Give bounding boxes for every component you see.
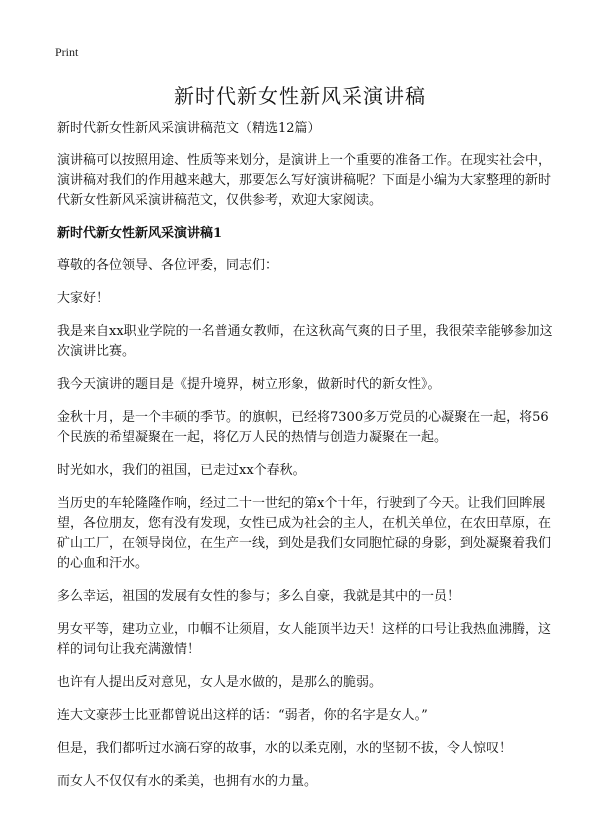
document-body xyxy=(57,119,557,805)
paragraph: 当历史的车轮隆隆作响，经过二十一世纪的第x个十年，行驶到了今天。让我们回眸展望，各位朋友，您有没有发现，女性已成为社会的主人，在机关单位，在农田草原，在矿山工厂，在领导岗位，在生产一线，到处是我们女同胞忙碌的身影，到处凝聚着我们的心血和汗水。 xyxy=(57,496,552,571)
print-link[interactable]: Print xyxy=(55,45,79,59)
paragraph: 男女平等，建功立业，巾帼不让须眉，女人能顶半边天！这样的口号让我热血沸腾，这样的词句让我充满激情！ xyxy=(57,622,552,657)
paragraph: 金秋十月，是一个丰硕的季节。的旗帜，已经将7300多万党员的心凝聚在一起，将56个民族的希望凝聚在一起，将亿万人民的热情与创造力凝聚在一起。 xyxy=(57,410,549,445)
intro-paragraph: 演讲稿可以按照用途、性质等来划分，是演讲上一个重要的准备工作。在现实社会中，演讲稿对我们的作用越来越大，那要怎么写好演讲稿呢？下面是小编为大家整理的新时代新女性新风采演讲稿范文，仅供参考，欢迎大家阅读。 xyxy=(57,153,552,208)
paragraph: 时光如水，我们的祖国，已走过xx个春秋。 xyxy=(57,463,306,478)
paragraph: 而女人不仅仅有水的柔美，也拥有水的力量。 xyxy=(57,774,318,789)
page-title: 新时代新女性新风采演讲稿 xyxy=(174,84,426,108)
paragraph: 尊敬的各位领导、各位评委，同志们： xyxy=(57,258,279,273)
document-subtitle: 新时代新女性新风采演讲稿范文（精选12篇） xyxy=(57,121,321,136)
paragraph: 我是来自xx职业学院的一名普通女教师，在这秋高气爽的日子里，我很荣幸能够参加这次演讲比赛。 xyxy=(57,324,553,359)
paragraph: 也许有人提出反对意见，女人是水做的，是那么的脆弱。 xyxy=(57,675,383,690)
paragraph: 我今天演讲的题目是《提升境界，树立形象，做新时代的新女性》。 xyxy=(57,377,441,392)
section-heading: 新时代新女性新风采演讲稿1 xyxy=(57,226,223,241)
paragraph: 但是，我们都听过水滴石穿的故事，水的以柔克刚，水的坚韧不拔，令人惊叹！ xyxy=(57,741,513,756)
paragraph: 多么幸运，祖国的发展有女性的参与；多么自豪，我就是其中的一员！ xyxy=(57,589,461,604)
paragraph: 连大文豪莎士比亚都曾说出这样的话：“弱者，你的名字是女人。” xyxy=(57,708,428,723)
paragraph: 大家好！ xyxy=(57,291,110,306)
